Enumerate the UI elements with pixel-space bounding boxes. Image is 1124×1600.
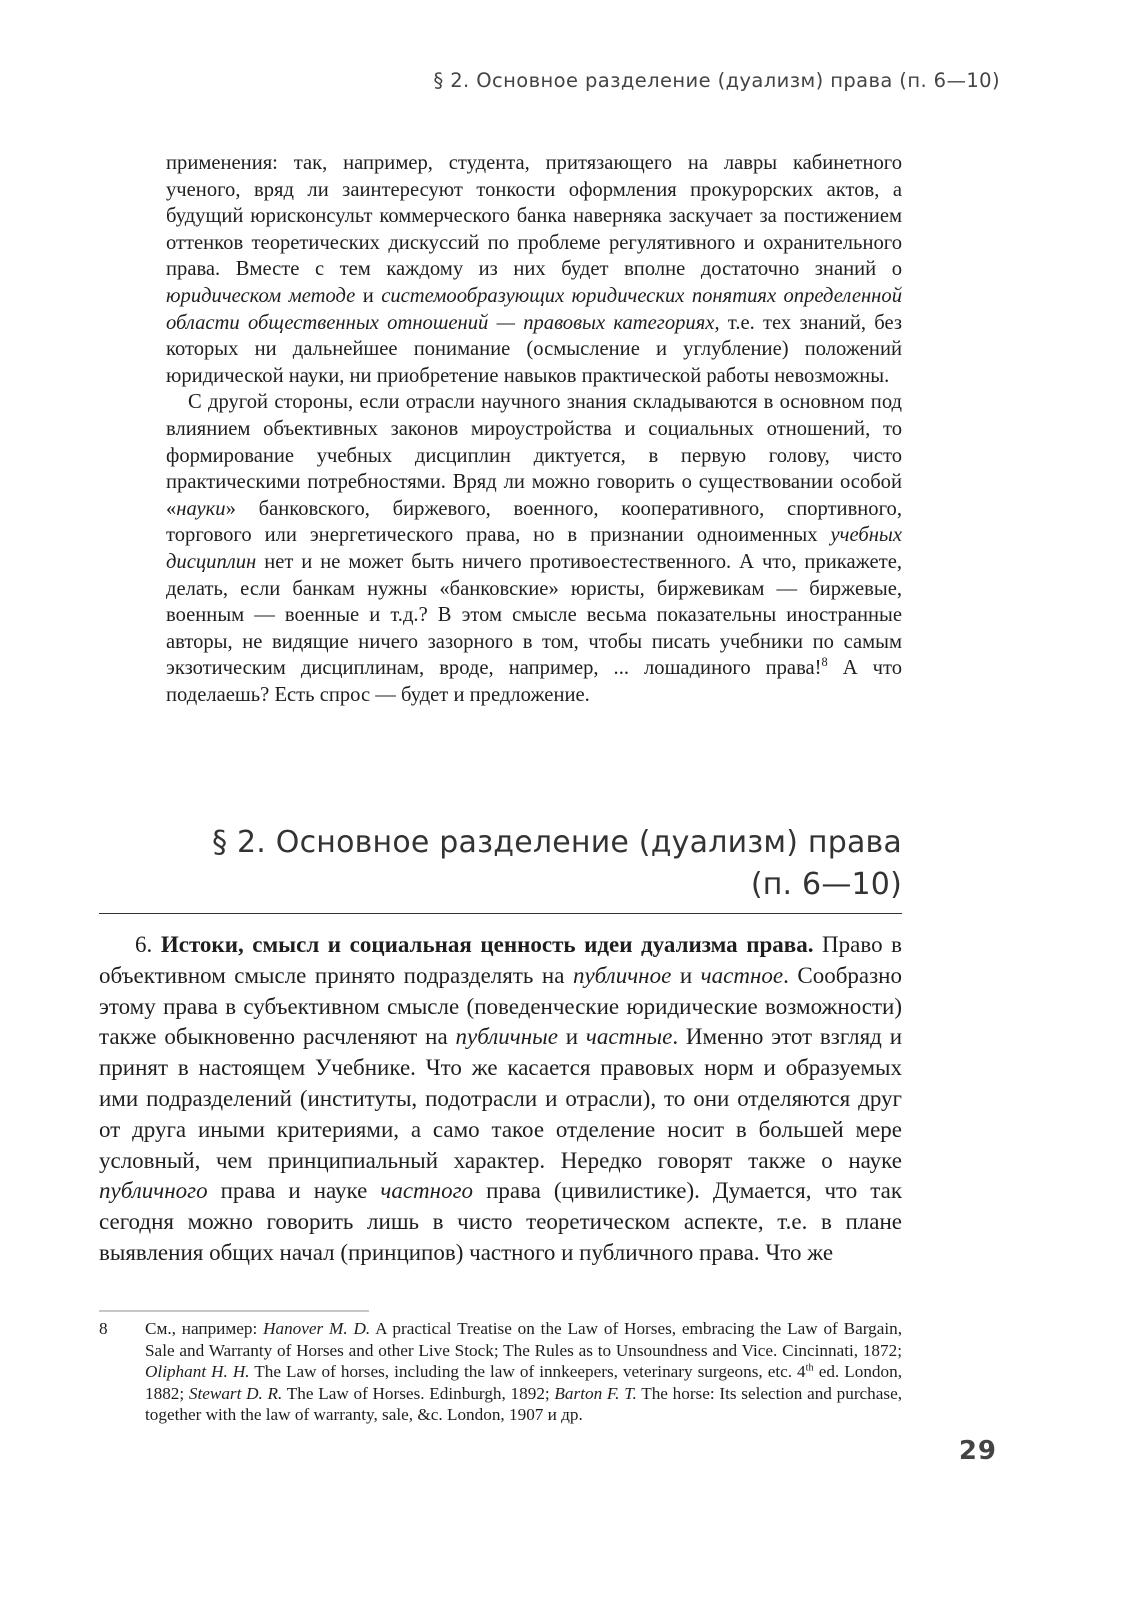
footnote-8 [99,1318,902,1426]
section-title-line-2: (п. 6—10) [750,867,902,902]
intro-paragraph-1: применения: так, например, студента, притязающего на лавры кабинетного ученого, вряд ли заинтересуют тонкости оформления прокурорских актов, а будущий юрисконсульт коммерческого банка наверняка заскучает за постижением оттенков теоретических дискуссий по проблеме регулятивного и охранительного права. Вместе с тем каждому из них будет вполне достаточно знаний о юридическом методе и системообразующих юридических понятиях определенной области общественных отношений — правовых категориях, т.е. тех знаний, без которых ни дальнейшее понимание (осмысление и углубление) положений юридической науки, ни приобретение навыков практической работы невозможны. [166,152,902,387]
main-text [99,930,902,1269]
section-title [166,822,902,906]
section-rule [99,913,902,914]
footnote-rule [99,1310,369,1312]
running-header: § 2. Основное разделение (дуализм) права (п. 6—10) [433,69,1000,92]
paragraph-number: 6. [135,932,161,957]
footnote-ref-8[interactable]: 8 [821,655,828,670]
intro-paragraph-2: С другой стороны, если отрасли научного знания складываются в основном под влиянием объективных законов мироустройства и социальных отношений, то формирование учебных дисциплин диктуется, в первую голову, чисто практическими потребностями. Вряд ли можно говорить о существовании особой «науки» банковского, биржевого, военного, кооперативного, спортивного, торгового или энергетического права, но в признании одноименных учебных дисциплин нет и не может быть ничего противоестественного. А что, прикажете, делать, если банкам нужны «банковские» юристы, биржевикам — биржевые, военным — военные и т.д.? В этом смысле весьма показательны иностранные авторы, не видящие ничего зазорного в том, чтобы писать учебники по самым экзотическим дисциплинам, вроде, например, ... лошадиного права!$^8$ А что поделаешь? Есть спрос — будет и предложение. [166,391,902,706]
footnote-number: 8 [99,1319,108,1338]
footnote-text: См., например: Hanover M. D. A practical Treatise on the Law of Horses, embracing the Law of Bargain, Sale and Warranty of Horses and other Live Stock; The Rules as to Unsoundness and Vice. Cincinnati, 1872; Oliphant H. H. The Law of horses, including the law of innkeepers, veterinary surgeons, etc. 4th ed. London, 1882; Stewart D. R. The Law of Horses. Edinburgh, 1892; Barton F. T. The horse: Its selection and purchase, together with the law of warranty, sale, &c. London, 1907 и др. [145,1319,903,1425]
page-number: 29 [958,1436,997,1466]
intro-text [166,150,902,708]
paragraph-heading: Истоки, смысл и социальная ценность идеи дуализма права. [160,932,814,957]
paragraph-6: 6. Истоки, смысл и социальная ценность идеи дуализма права. Право в объективном смысле принято подразделять на публичное и частное. Сообразно этому права в субъективном смысле (поведенческие юридические возможности) также обыкновенно расчленяют на публичные и частные. Именно этот взгляд и принят в настоящем Учебнике. Что же касается правовых норм и образуемых ими подразделений (институты, подотрасли и отрасли), то они отделяются друг от друга иными критериями, а само такое отделение носит в большей мере условный, чем принципиальный характер. Нередко говорят также о науке публичного права и науке частного права (цивилистике). Думается, что так сегодня можно говорить лишь в чисто теоретическом аспекте, т.е. в плане выявления общих начал (принципов) частного и публичного права. Что же [99,932,903,1265]
section-title-line-1: § 2. Основное разделение (дуализм) права [212,825,902,860]
